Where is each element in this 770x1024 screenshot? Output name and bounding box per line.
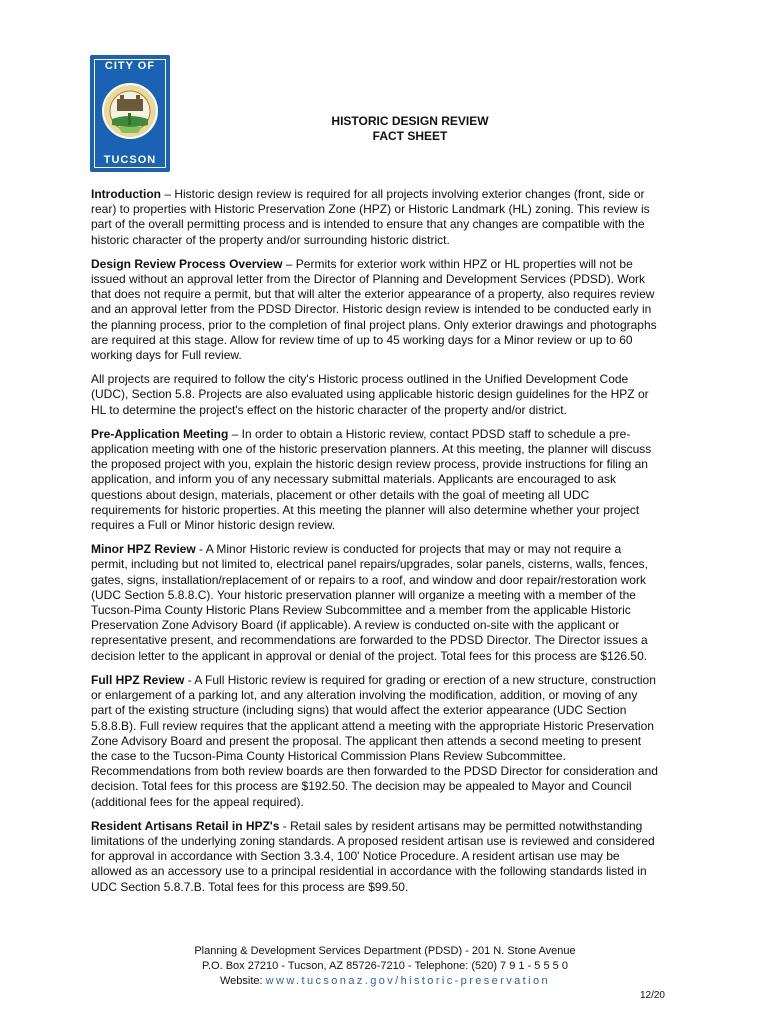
- page-number: 12/20: [639, 990, 665, 1001]
- minor-review-text: - A Minor Historic review is conducted for projects that may or may not require a permit, including but not limited to, electrical panel repairs/upgrades, solar panels, cisterns, walls, fences, gates, signs, installation/replacement of or repairs to a roof, and window and door repair/restoration work (UDC Section 5.8.8.C). Your historic preservation planner will organize a meeting with a member of the Tucson-Pima County Historic Plans Review Subcommittee and a member from the applicable Historic Preservation Zone Advisory Board (if applicable). A review is conducted on-site with the applicant or representative present, and recommendations are forwarded to the PDSD Director. The Director issues a decision letter to the applicant in approval or denial of the project. Total fees for this process are $126.50.: [91, 542, 648, 663]
- full-review-text: - A Full Historic review is required for grading or erection of a new structure, construction or enlargement of a parking lot, and any alteration involving the modification, addition, or moving of any part of the existing structure (including signs) that would affect the exterior appearance (UDC Section 5.8.8.B). Full review requires that the applicant attend a meeting with the appropriate Historic Preservation Zone Advisory Board and present the proposal. The applicant then attends a second meeting to present the case to the Tucson-Pima County Historical Commission Plans Review Subcommittee. Recommendations from both review boards are then forwarded to the PDSD Director for consideration and decision. Total fees for this process are $192.50. The decision may be appealed to Mayor and Council (additional fees for the appeal required).: [91, 672, 658, 809]
- page-footer: [100, 944, 670, 989]
- overview-paragraph: [91, 257, 661, 363]
- minor-review-heading: Minor HPZ Review: [91, 542, 196, 557]
- artisans-heading: Resident Artisans Retail in HPZ's: [91, 818, 280, 833]
- footer-address: Planning & Development Services Department (PDSD) - 201 N. Stone Avenue: [194, 945, 576, 957]
- artisans-paragraph: [91, 819, 661, 895]
- preapp-paragraph: [91, 427, 661, 533]
- minor-review-paragraph: [91, 542, 661, 664]
- intro-text: – Historic design review is required for all projects involving exterior changes (front, side or rear) to properties with Historic Preservation Zone (HPZ) or Historic Landmark (HL) zoning. This review is part of the overall permitting process and is intended to ensure that any changes are compatible with the historic character of the property and/or surrounding historic district.: [91, 187, 650, 247]
- intro-paragraph: [91, 187, 661, 248]
- logo-seal-icon: [100, 77, 160, 149]
- website-link[interactable]: www.tucsonaz.gov/historic-preservation: [265, 975, 551, 987]
- logo-top-text: CITY OF: [104, 60, 156, 72]
- title-line-1: HISTORIC DESIGN REVIEW: [331, 114, 489, 128]
- overview-text: – Permits for exterior work within HPZ or HL properties will not be issued without an approval letter from the Director of Planning and Development Services (PDSD). Work that does not require a permit, but that will alter the exterior appearance of a property, also requires review and an approval letter from the PDSD Director. Historic design review is intended to be conducted early in the planning process, prior to the completion of final project plans. Only exterior drawings and photographs are required at this stage. Allow for review time of up to 45 working days for a Minor review or up to 60 working days for Full review.: [91, 256, 657, 363]
- website-label: Website:: [219, 975, 266, 987]
- footer-website: [100, 974, 670, 989]
- document-body: [91, 187, 661, 904]
- title-line-2: FACT SHEET: [372, 129, 448, 143]
- preapp-text: – In order to obtain a Historic review, contact PDSD staff to schedule a pre-application meeting with one of the historic preservation planners. At this meeting, the planner will discuss the proposed project with you, explain the historic design review process, provide instructions for filing an application, and inform you of any necessary submittal materials. Applicants are encouraged to ask questions about design, materials, placement or other details with the goal of meeting all UDC requirements for historic properties. At this meeting the planner will also determine whether your project requires a Full or Minor historic design review.: [91, 426, 652, 533]
- overview-heading: Design Review Process Overview: [91, 256, 283, 271]
- full-review-heading: Full HPZ Review: [91, 672, 185, 687]
- full-review-paragraph: [91, 673, 661, 810]
- udc-text: All projects are required to follow the city's Historic process outlined in the Unified Development Code (UDC), Section 5.8. Projects are also evaluated using applicable historic design guidelines for the HPZ or HL to determine the project's effect on the historic character of the property and/or district.: [91, 372, 649, 417]
- intro-heading: Introduction: [91, 187, 161, 201]
- udc-paragraph: [91, 372, 661, 418]
- footer-contact: P.O. Box 27210 - Tucson, AZ 85726-7210 - Telephone: (520) 7 9 1 - 5 5 5 0: [202, 960, 568, 972]
- city-of-tucson-logo: [90, 55, 170, 172]
- artisans-text: - Retail sales by resident artisans may be permitted notwithstanding limitations of the underlying zoning standards. A proposed resident artisan use is reviewed and considered for approval in accordance with Section 3.3.4, 100' Notice Procedure. A resident artisan use may be allowed as an accessory use to a principal residential in accordance with the following standards listed in UDC Section 5.8.7.B. Total fees for this process are $99.50.: [91, 818, 655, 894]
- document-title: [300, 114, 520, 144]
- logo-bottom-text: TUCSON: [103, 154, 157, 166]
- preapp-heading: Pre-Application Meeting: [91, 426, 229, 441]
